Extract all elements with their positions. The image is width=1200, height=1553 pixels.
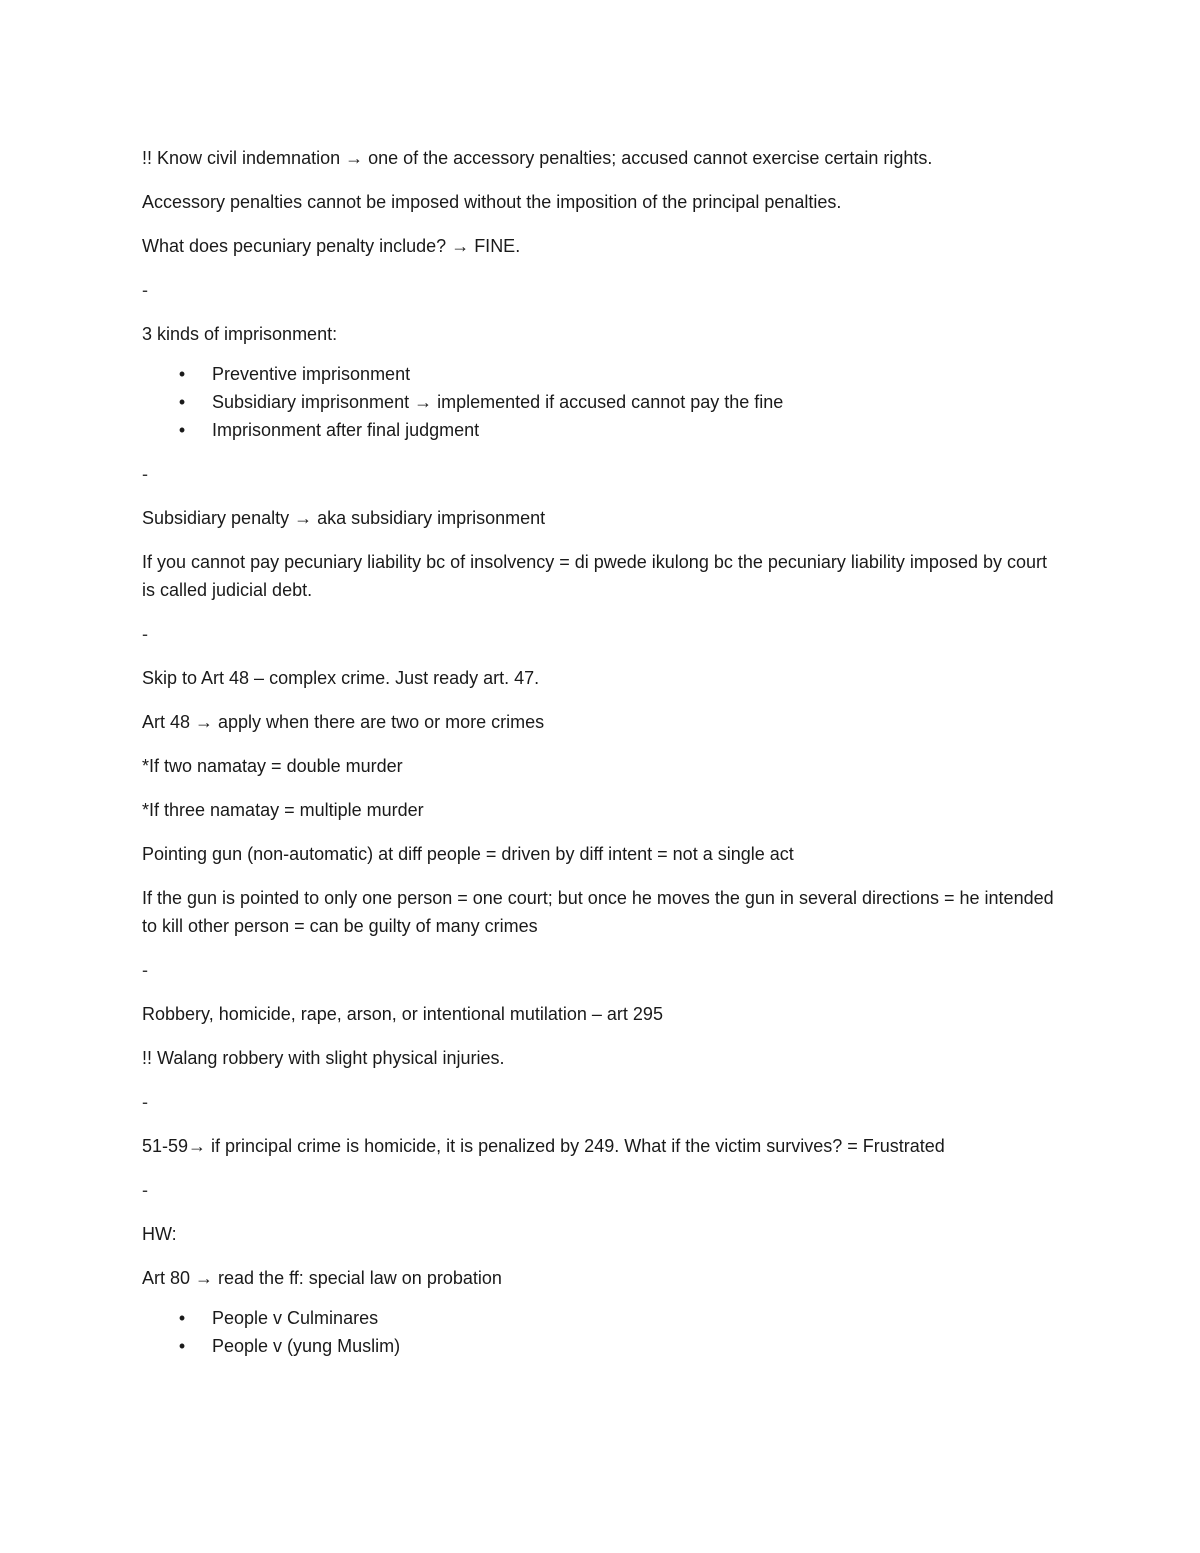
note-kinds-of-imprisonment: 3 kinds of imprisonment: (142, 324, 338, 344)
note-pointing-gun: Pointing gun (non-automatic) at diff people = driven by diff intent = not a single act (142, 844, 794, 864)
bullet-icon: • (178, 420, 186, 440)
note-walang-robbery: !! Walang robbery with slight physical injuries. (142, 1048, 505, 1068)
bullet-icon: • (178, 1308, 186, 1328)
bullet-icon: • (178, 1336, 186, 1356)
note-art-48: Art 48 → apply when there are two or more crimes (142, 712, 545, 732)
note-double-murder: *If two namatay = double murder (142, 756, 403, 776)
bullet-icon: • (178, 392, 186, 412)
document-page (142, 144, 1062, 1376)
section-separator: - (142, 1180, 148, 1200)
note-art-51-59: 51-59→ if principal crime is homicide, it is penalized by 249. What if the victim survives? = Frustrated (142, 1136, 945, 1156)
section-separator: - (142, 960, 148, 980)
section-separator: - (142, 624, 148, 644)
note-pecuniary-penalty: What does pecuniary penalty include? → FINE. (142, 236, 521, 256)
list-item: • Subsidiary imprisonment → implemented if accused cannot pay the fine (142, 388, 1062, 416)
homework-list (142, 1304, 1062, 1360)
section-separator: - (142, 280, 148, 300)
note-accessory-penalties: Accessory penalties cannot be imposed without the imposition of the principal penalties. (142, 192, 842, 212)
note-insolvency: If you cannot pay pecuniary liability bc of insolvency = di pwede ikulong bc the pecuniary liability imposed by court is called judicial debt. (142, 552, 1048, 600)
note-homework-heading: HW: (142, 1224, 177, 1244)
note-civil-indemnation: !! Know civil indemnation → one of the accessory penalties; accused cannot exercise certain rights. (142, 148, 933, 168)
list-item: • People v Culminares (142, 1304, 1062, 1332)
list-item: • Preventive imprisonment (142, 360, 1062, 388)
imprisonment-list (142, 360, 1062, 444)
note-multiple-murder: *If three namatay = multiple murder (142, 800, 424, 820)
note-art-295: Robbery, homicide, rape, arson, or intentional mutilation – art 295 (142, 1004, 663, 1024)
section-separator: - (142, 1092, 148, 1112)
section-separator: - (142, 464, 148, 484)
note-gun-one-person: If the gun is pointed to only one person = one court; but once he moves the gun in several directions = he intended to kill other person = can be guilty of many crimes (142, 888, 1054, 936)
bullet-icon: • (178, 364, 186, 384)
list-item: • Imprisonment after final judgment (142, 416, 1062, 444)
note-skip-art-48: Skip to Art 48 – complex crime. Just ready art. 47. (142, 668, 540, 688)
note-art-80: Art 80 → read the ff: special law on probation (142, 1268, 502, 1288)
note-subsidiary-penalty: Subsidiary penalty → aka subsidiary imprisonment (142, 508, 546, 528)
list-item: • People v (yung Muslim) (142, 1332, 1062, 1360)
